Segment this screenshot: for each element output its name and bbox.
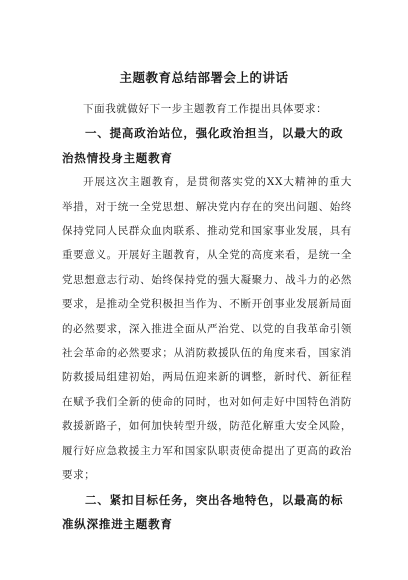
body-paragraph-1: 开展这次主题教育，是贯彻落实党的XX大精神的重大举措，对于统一全党思想、解决党内存在的突出问题、始终保持党同人民群众血肉联系、推动党和国家事业发展，具有重要意义。开展好主题教育，从全党的高度来看，是统一全党思想意志行动、始终保持党的强大凝聚力、战斗力的必然要求，是推动全党积极担当作为、不断开创事业发展新局面的必然要求，深入推进全面从严治党、以党的自我革命引领社会革命的必然要求；从消防救援队伍的角度来看，国家消防救援局组建初始，两局伍迎来新的调整，新时代、新征程在赋予我们全新的使命的同时，也对如何走好中国特色消防救援新路子，如何加快转型升级，防范化解重大安全风险，履行好应急救援主力军和国家队职责使命提出了更高的政治要求； bbox=[62, 176, 352, 482]
document-body bbox=[62, 97, 352, 536]
section-heading-1: 一、提高政治站位，强化政治担当，以最大的政治热情投身主题教育 bbox=[62, 126, 344, 165]
section-heading-2: 二、紧扣目标任务，突出各地特色，以最高的标准纵深推进主题教育 bbox=[62, 492, 344, 531]
intro-paragraph: 下面我就做好下一步主题教育工作提出具体要求： bbox=[83, 103, 328, 115]
page-title: 主题教育总结部署会上的讲话 bbox=[119, 70, 289, 85]
